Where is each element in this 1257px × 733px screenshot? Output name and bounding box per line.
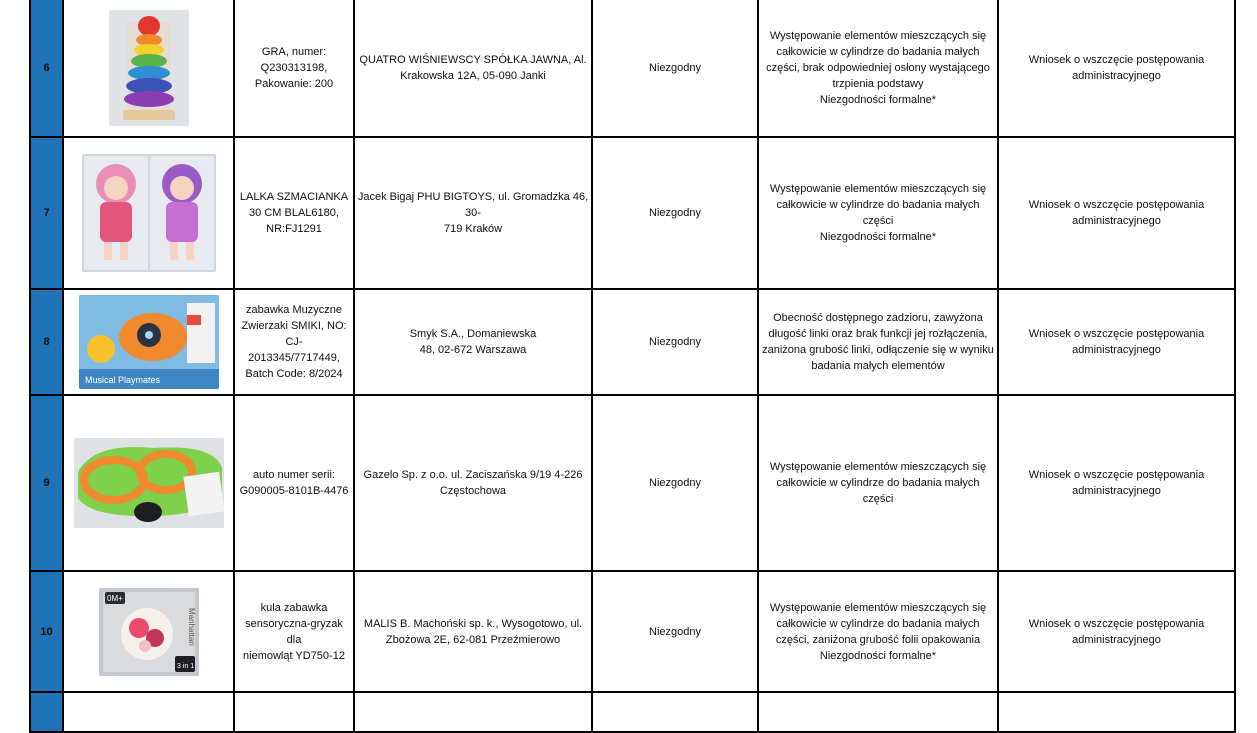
empty-cell [234,692,354,732]
company: Smyk S.A., Domaniewska 48, 02-672 Warszawa [354,289,592,395]
status: Niezgodny [592,289,758,395]
findings: Występowanie elementów mieszczących się całkowicie w cylindrze do badania małych części, brak odpowiedniej osłony wystającego trzpienia podstawy Niezgodności formalne* [758,0,998,137]
svg-text:Manhattan: Manhattan [186,607,196,646]
empty-cell [592,692,758,732]
company: QUATRO WIŚNIEWSCY SPÓŁKA JAWNA, Al. Krakowska 12A, 05-090 Janki [354,0,592,137]
row-number: 7 [30,137,63,289]
action: Wniosek o wszczęcie postępowania administracyjnego [998,395,1235,571]
rag-dolls-photo [82,154,216,272]
stacking-rings-toy-photo [109,10,189,126]
table-row [30,571,1235,692]
status: Niezgodny [592,0,758,137]
table-row [30,395,1235,571]
product-name: LALKA SZMACIANKA 30 CM BLAL6180, NR:FJ1291 [234,137,354,289]
findings: Występowanie elementów mieszczących się całkowicie w cylindrze do badania małych części [758,395,998,571]
table-row [30,137,1235,289]
product-photo-cell [63,571,234,692]
product-photo-cell [63,395,234,571]
table-row [30,289,1235,395]
product-photo-cell [63,289,234,395]
product-photo-cell [63,137,234,289]
musical-animal-toy-box-photo [79,295,219,389]
table-row [30,0,1235,137]
findings: Obecność dostępnego zadzioru, zawyżona długość linki oraz brak funkcji jej rozłączenia, zaniżona grubość linki, odłączenie się w wyniku badania małych elementów [758,289,998,395]
product-photo-cell [63,0,234,137]
row-number [30,692,63,732]
row-number: 9 [30,395,63,571]
empty-cell [354,692,592,732]
product-name: kula zabawka sensoryczna-gryzak dla niemowląt YD750-12 [234,571,354,692]
product-name: GRA, numer: Q230313198, Pakowanie: 200 [234,0,354,137]
action: Wniosek o wszczęcie postępowania administracyjnego [998,0,1235,137]
table-row-partial [30,692,1235,732]
status: Niezgodny [592,571,758,692]
status: Niezgodny [592,137,758,289]
svg-text:Musical Playmates: Musical Playmates [84,375,160,385]
product-name: zabawka Muzyczne Zwierzaki SMIKI, NO: CJ- 2013345/7717449, Batch Code: 8/2024 [234,289,354,395]
empty-cell [63,692,234,732]
findings: Występowanie elementów mieszczących się całkowicie w cylindrze do badania małych części, zaniżona grubość folii opakowania Niezgodności formalne* [758,571,998,692]
status: Niezgodny [592,395,758,571]
empty-cell [758,692,998,732]
svg-text:0M+: 0M+ [106,593,123,603]
empty-cell [998,692,1235,732]
action: Wniosek o wszczęcie postępowania administracyjnego [998,289,1235,395]
action: Wniosek o wszczęcie postępowania administracyjnego [998,571,1235,692]
company: Jacek Bigaj PHU BIGTOYS, ul. Gromadzka 46, 30- 719 Kraków [354,137,592,289]
product-table [29,0,1236,733]
company: MALIS B. Machoński sp. k., Wysogotowo, ul. Zbożowa 2E, 62-081 Przeźmierowo [354,571,592,692]
row-number: 6 [30,0,63,137]
row-number: 10 [30,571,63,692]
sensory-ball-teether-photo [99,588,199,676]
row-number: 8 [30,289,63,395]
product-name: auto numer serii: G090005-8101B-4476 [234,395,354,571]
company: Gazelo Sp. z o.o. ul. Zaciszańska 9/19 4-226 Częstochowa [354,395,592,571]
toy-car-photo [74,438,224,528]
svg-text:3 in 1: 3 in 1 [176,662,194,670]
findings: Występowanie elementów mieszczących się całkowicie w cylindrze do badania małych części Niezgodności formalne* [758,137,998,289]
action: Wniosek o wszczęcie postępowania administracyjnego [998,137,1235,289]
